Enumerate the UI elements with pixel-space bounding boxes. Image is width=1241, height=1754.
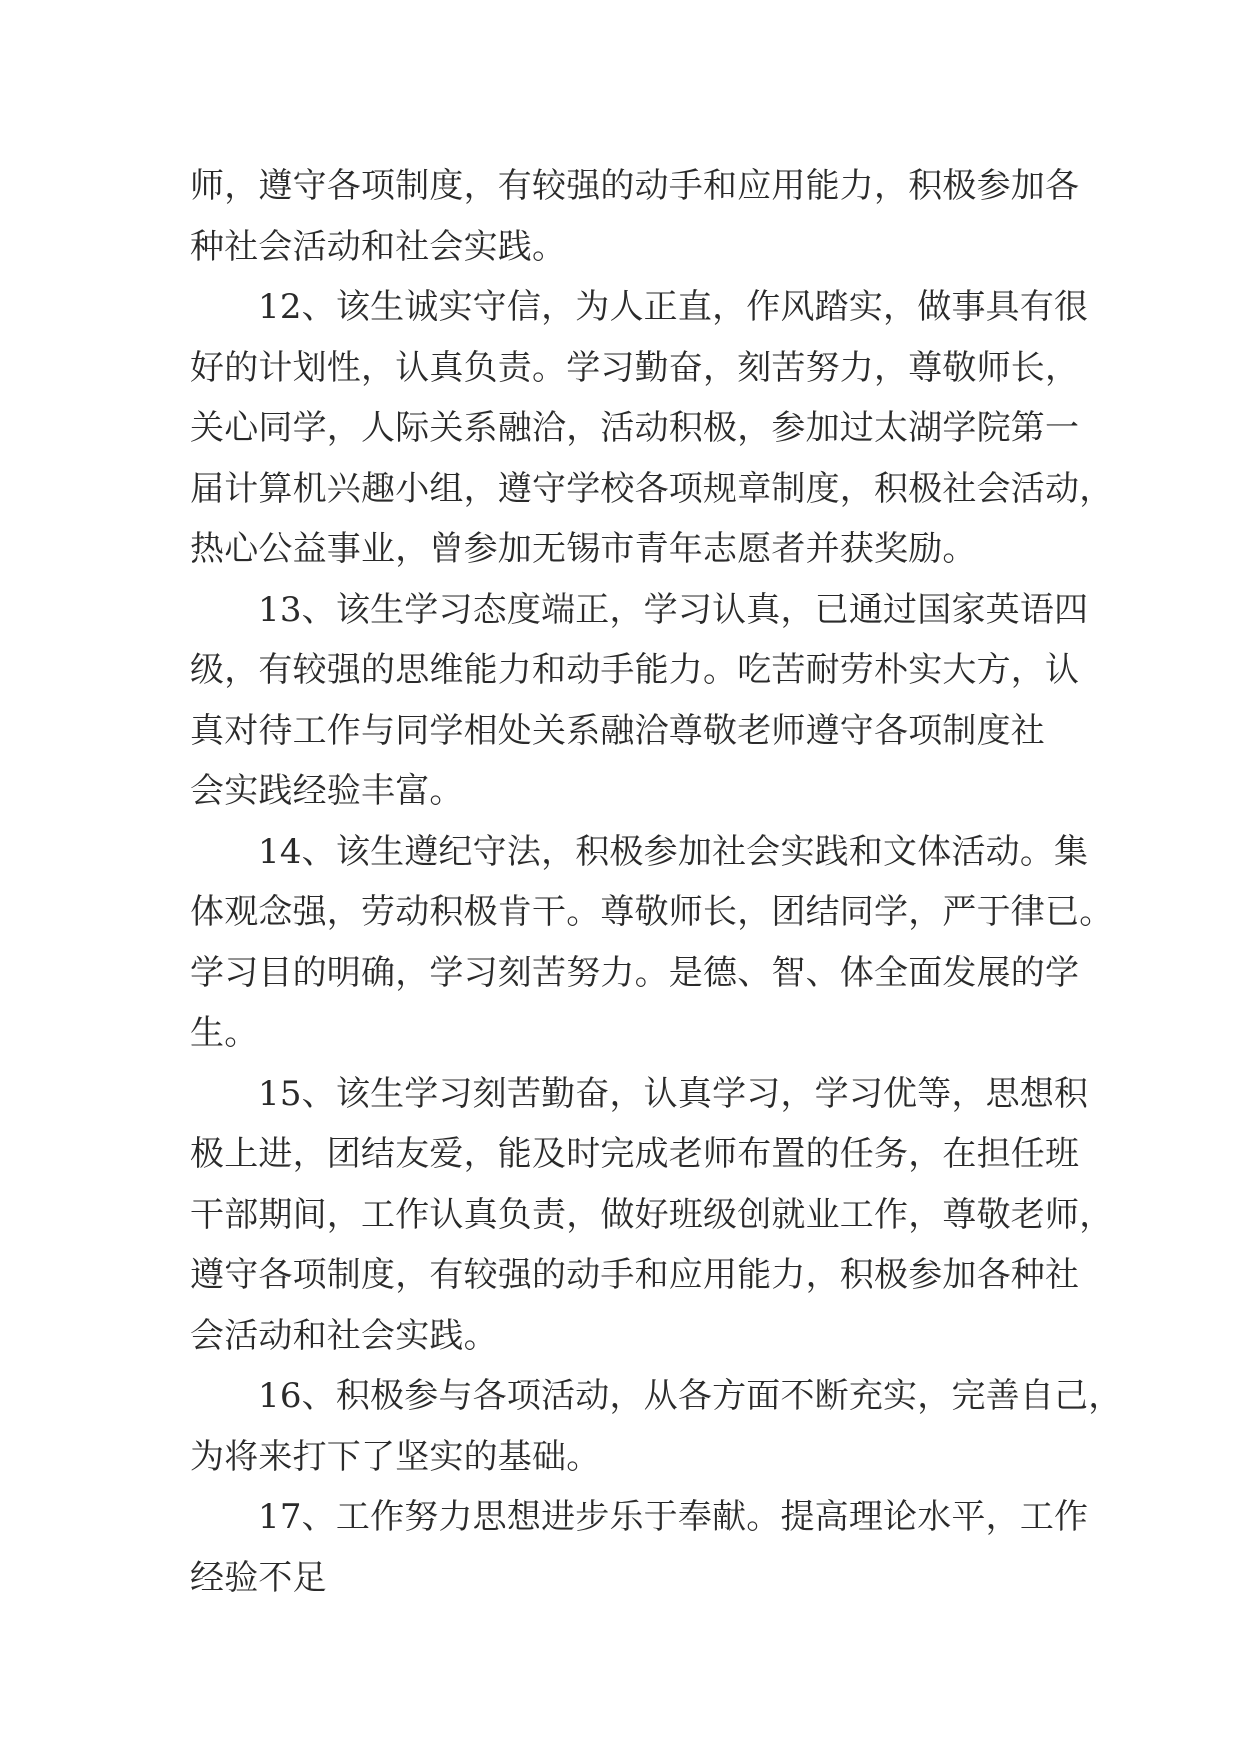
text-line: 生。 — [190, 1013, 259, 1053]
text-line: 级，有较强的思维能力和动手能力。吃苦耐劳朴实大方，认 — [190, 650, 1080, 690]
text-line: 好的计划性，认真负责。学习勤奋，刻苦努力，尊敬师长， — [190, 347, 1080, 388]
text-line: 15、该生学习刻苦勤奋，认真学习，学习优等，思想积 — [258, 1073, 1089, 1114]
text-line: 会实践经验丰富。 — [190, 771, 464, 811]
text-line: 师，遵守各项制度，有较强的动手和应用能力，积极参加各 — [190, 166, 1080, 206]
text-line: 17、工作努力思想进步乐于奉献。提高理论水平，工作 — [258, 1497, 1089, 1537]
text-line: 届计算机兴趣小组，遵守学校各项规章制度，积极社会活动， — [190, 468, 1114, 509]
text-line: 12、该生诚实守信，为人正直，作风踏实，做事具有很 — [258, 287, 1089, 327]
text-line: 干部期间，工作认真负责，做好班级创就业工作，尊敬老师， — [190, 1194, 1114, 1235]
text-line: 13、该生学习态度端正，学习认真，已通过国家英语四 — [258, 589, 1089, 630]
text-line: 真对待工作与同学相处关系融洽尊敬老师遵守各项制度社 — [190, 710, 1045, 751]
text-line: 关心同学，人际关系融洽，活动积极，参加过太湖学院第一 — [190, 408, 1080, 448]
paragraph-item-14 — [190, 822, 1114, 1064]
text-line: 16、积极参与各项活动，从各方面不断充实，完善自己， — [258, 1376, 1123, 1416]
text-line: 热心公益事业，曾参加无锡市青年志愿者并获奖励。 — [190, 529, 977, 569]
paragraph-continued — [190, 156, 1080, 277]
paragraph-item-15 — [190, 1064, 1114, 1367]
text-line: 极上进，团结友爱，能及时完成老师布置的任务，在担任班 — [190, 1134, 1080, 1174]
text-line: 遵守各项制度，有较强的动手和应用能力，积极参加各种社 — [190, 1255, 1080, 1295]
paragraph-item-12 — [190, 277, 1114, 580]
text-line: 为将来打下了坚实的基础。 — [190, 1436, 601, 1477]
paragraph-item-13 — [190, 580, 1089, 822]
text-line: 体观念强，劳动积极肯干。尊敬师长，团结同学，严于律已。 — [190, 892, 1114, 932]
paragraph-item-17 — [190, 1487, 1089, 1608]
text-line: 种社会活动和社会实践。 — [190, 226, 567, 267]
document-body — [190, 156, 1123, 1608]
text-line: 学习目的明确，学习刻苦努力。是德、智、体全面发展的学 — [190, 952, 1080, 993]
text-line: 会活动和社会实践。 — [190, 1315, 498, 1356]
paragraph-item-16 — [190, 1366, 1123, 1487]
text-line: 经验不足 — [190, 1557, 327, 1598]
text-line: 14、该生遵纪守法，积极参加社会实践和文体活动。集 — [258, 831, 1089, 872]
